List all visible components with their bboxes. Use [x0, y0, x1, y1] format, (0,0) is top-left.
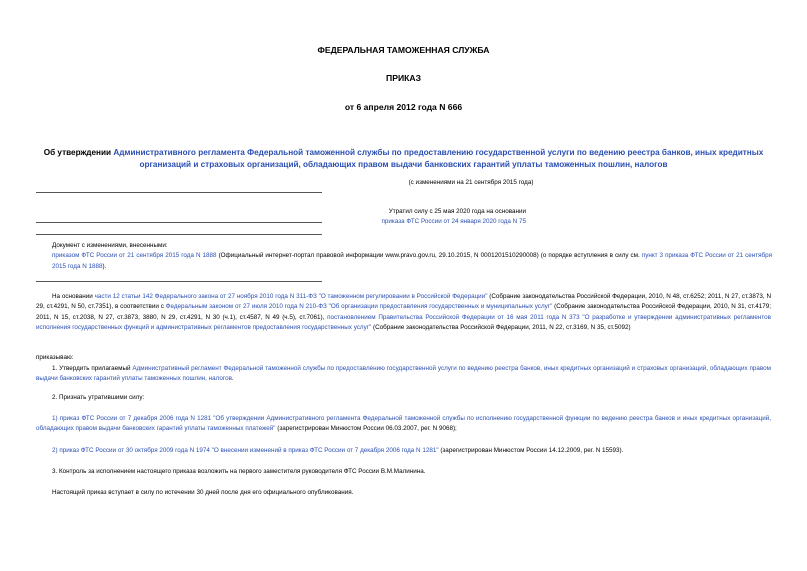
- amendment-clause-link[interactable]: пункт 3 приказа ФТС России от 21 сентября 2015 года N 1888: [52, 252, 773, 270]
- lost-force-text: Утратил силу с 25 мая 2020 года на основании: [388, 208, 526, 215]
- basis-paragraph: [36, 292, 771, 334]
- divider: [36, 192, 322, 193]
- amendment-text: (Официальный интернет-портал правовой информации www.pravo.gov.ru, 29.10.2015, N 0001201510290008) (о порядке вступления в силу см.: [216, 252, 642, 260]
- agency-heading: ФЕДЕРАЛЬНАЯ ТАМОЖЕННАЯ СЛУЖБА: [317, 45, 490, 55]
- divider: [36, 222, 322, 223]
- order-1974-link[interactable]: 2) приказ ФТС России от 30 октября 2009 года N 1974 "О внесении изменений в приказ ФТС России от 7 декабря 2006 года N 1281": [52, 447, 439, 454]
- basis-text: (Собрание законодательства Российской Федерации, 2011, N 22, ст.3169, N 35, ст.5092): [371, 324, 631, 332]
- item-1-end: .: [231, 375, 234, 383]
- law-210-link[interactable]: Федеральным законом от 27 июля 2010 года N 210-ФЗ "Об организации предоставления государственных и муниципальных услуг": [165, 303, 553, 311]
- item-2-1: [36, 414, 771, 435]
- lost-force-link[interactable]: приказа ФТС России от 24 января 2020 года N 75: [381, 218, 526, 226]
- doc-type-heading: ПРИКАЗ: [386, 73, 421, 83]
- divider: [36, 234, 322, 235]
- item-2: 2. Признать утратившими силу:: [52, 394, 145, 401]
- changes-note: (с изменениями на 21 сентября 2015 года): [408, 179, 534, 186]
- item-1: [36, 364, 771, 385]
- basis-text: (Собрание законодательства Российской Федерации, 2010, N 31, ст.4179; 2011, N 15, ст.2038, N 27, ст.3873, 3880, N 29, ст.4291, N 30 (ч.1), ст.4587, N 49 (ч.5), ст.7061),: [36, 303, 772, 321]
- item-2-1-text: (зарегистрирован Минюстом России 06.03.2007, рег. N 9068);: [275, 425, 457, 433]
- final-paragraph: Настоящий приказ вступает в силу по истечении 30 дней после дня его официального опубликования.: [52, 489, 354, 496]
- document-title: [36, 147, 771, 170]
- amendment-order-link[interactable]: приказом ФТС России от 21 сентября 2015 года N 1888: [52, 252, 217, 260]
- basis-text: (Собрание законодательства Российской Федерации, 2010, N 48, ст.6252; 2011, N 27, ст.3873, N 29, ст.4291, N 50, ст.7351), в соответствии с: [36, 293, 772, 311]
- title-regulation-link[interactable]: Административного регламента Федеральной таможенной службы по предоставлению государственной услуги по ведению реестра банков, иных кредитных организаций и страховых организаций, обладающих правом выдачи банковских гарантий уплаты таможенных пошлин, налогов: [113, 148, 764, 169]
- item-2-2: [36, 446, 771, 456]
- amendments-block: [52, 241, 772, 272]
- order-1281-link[interactable]: 1) приказ ФТС России от 7 декабря 2006 года N 1281 "Об утверждении Административного регламента Федеральной таможенной службы по исполнению государственной функции по ведению реестра банков и иных кредитных организаций, обладающих правом выдачи банковских гарантий уплаты таможенных платежей": [36, 415, 771, 433]
- lost-force-note: [326, 207, 526, 228]
- title-prefix: Об утверждении: [43, 148, 114, 157]
- orders-label: приказываю:: [36, 354, 74, 361]
- item-2-2-text: (зарегистрирован Минюстом России 14.12.2009, рег. N 15593).: [438, 447, 624, 454]
- date-number-heading: от 6 апреля 2012 года N 666: [344, 102, 463, 112]
- regulation-link[interactable]: Административный регламент Федеральной таможенной службы по предоставлению государственной услуги по ведению реестра банков, иных кредитных организаций и страховых организаций, обладающих правом выдачи банковских гарантий уплаты таможенных пошлин, налогов: [36, 365, 772, 383]
- law-311-link[interactable]: части 12 статьи 142 Федерального закона от 27 ноября 2010 года N 311-ФЗ "О таможенном регулировании в Российской Федерации": [94, 293, 488, 300]
- item-3: 3. Контроль за исполнением настоящего приказа возложить на первого заместителя руководителя ФТС России В.М.Малинина.: [52, 468, 426, 475]
- amendment-text-end: ).: [102, 262, 107, 270]
- basis-text: На основании: [52, 293, 95, 300]
- resolution-373-link[interactable]: постановлением Правительства Российской Федерации от 16 мая 2011 года N 373 "О разработке и утверждении административных регламентов исполнения государственных функций и административных регламентов предоставления государственных услуг": [36, 313, 771, 332]
- amendments-label: Документ с изменениями, внесенными:: [52, 242, 168, 249]
- item-1-text: 1. Утвердить прилагаемый: [52, 365, 133, 372]
- divider: [36, 281, 322, 282]
